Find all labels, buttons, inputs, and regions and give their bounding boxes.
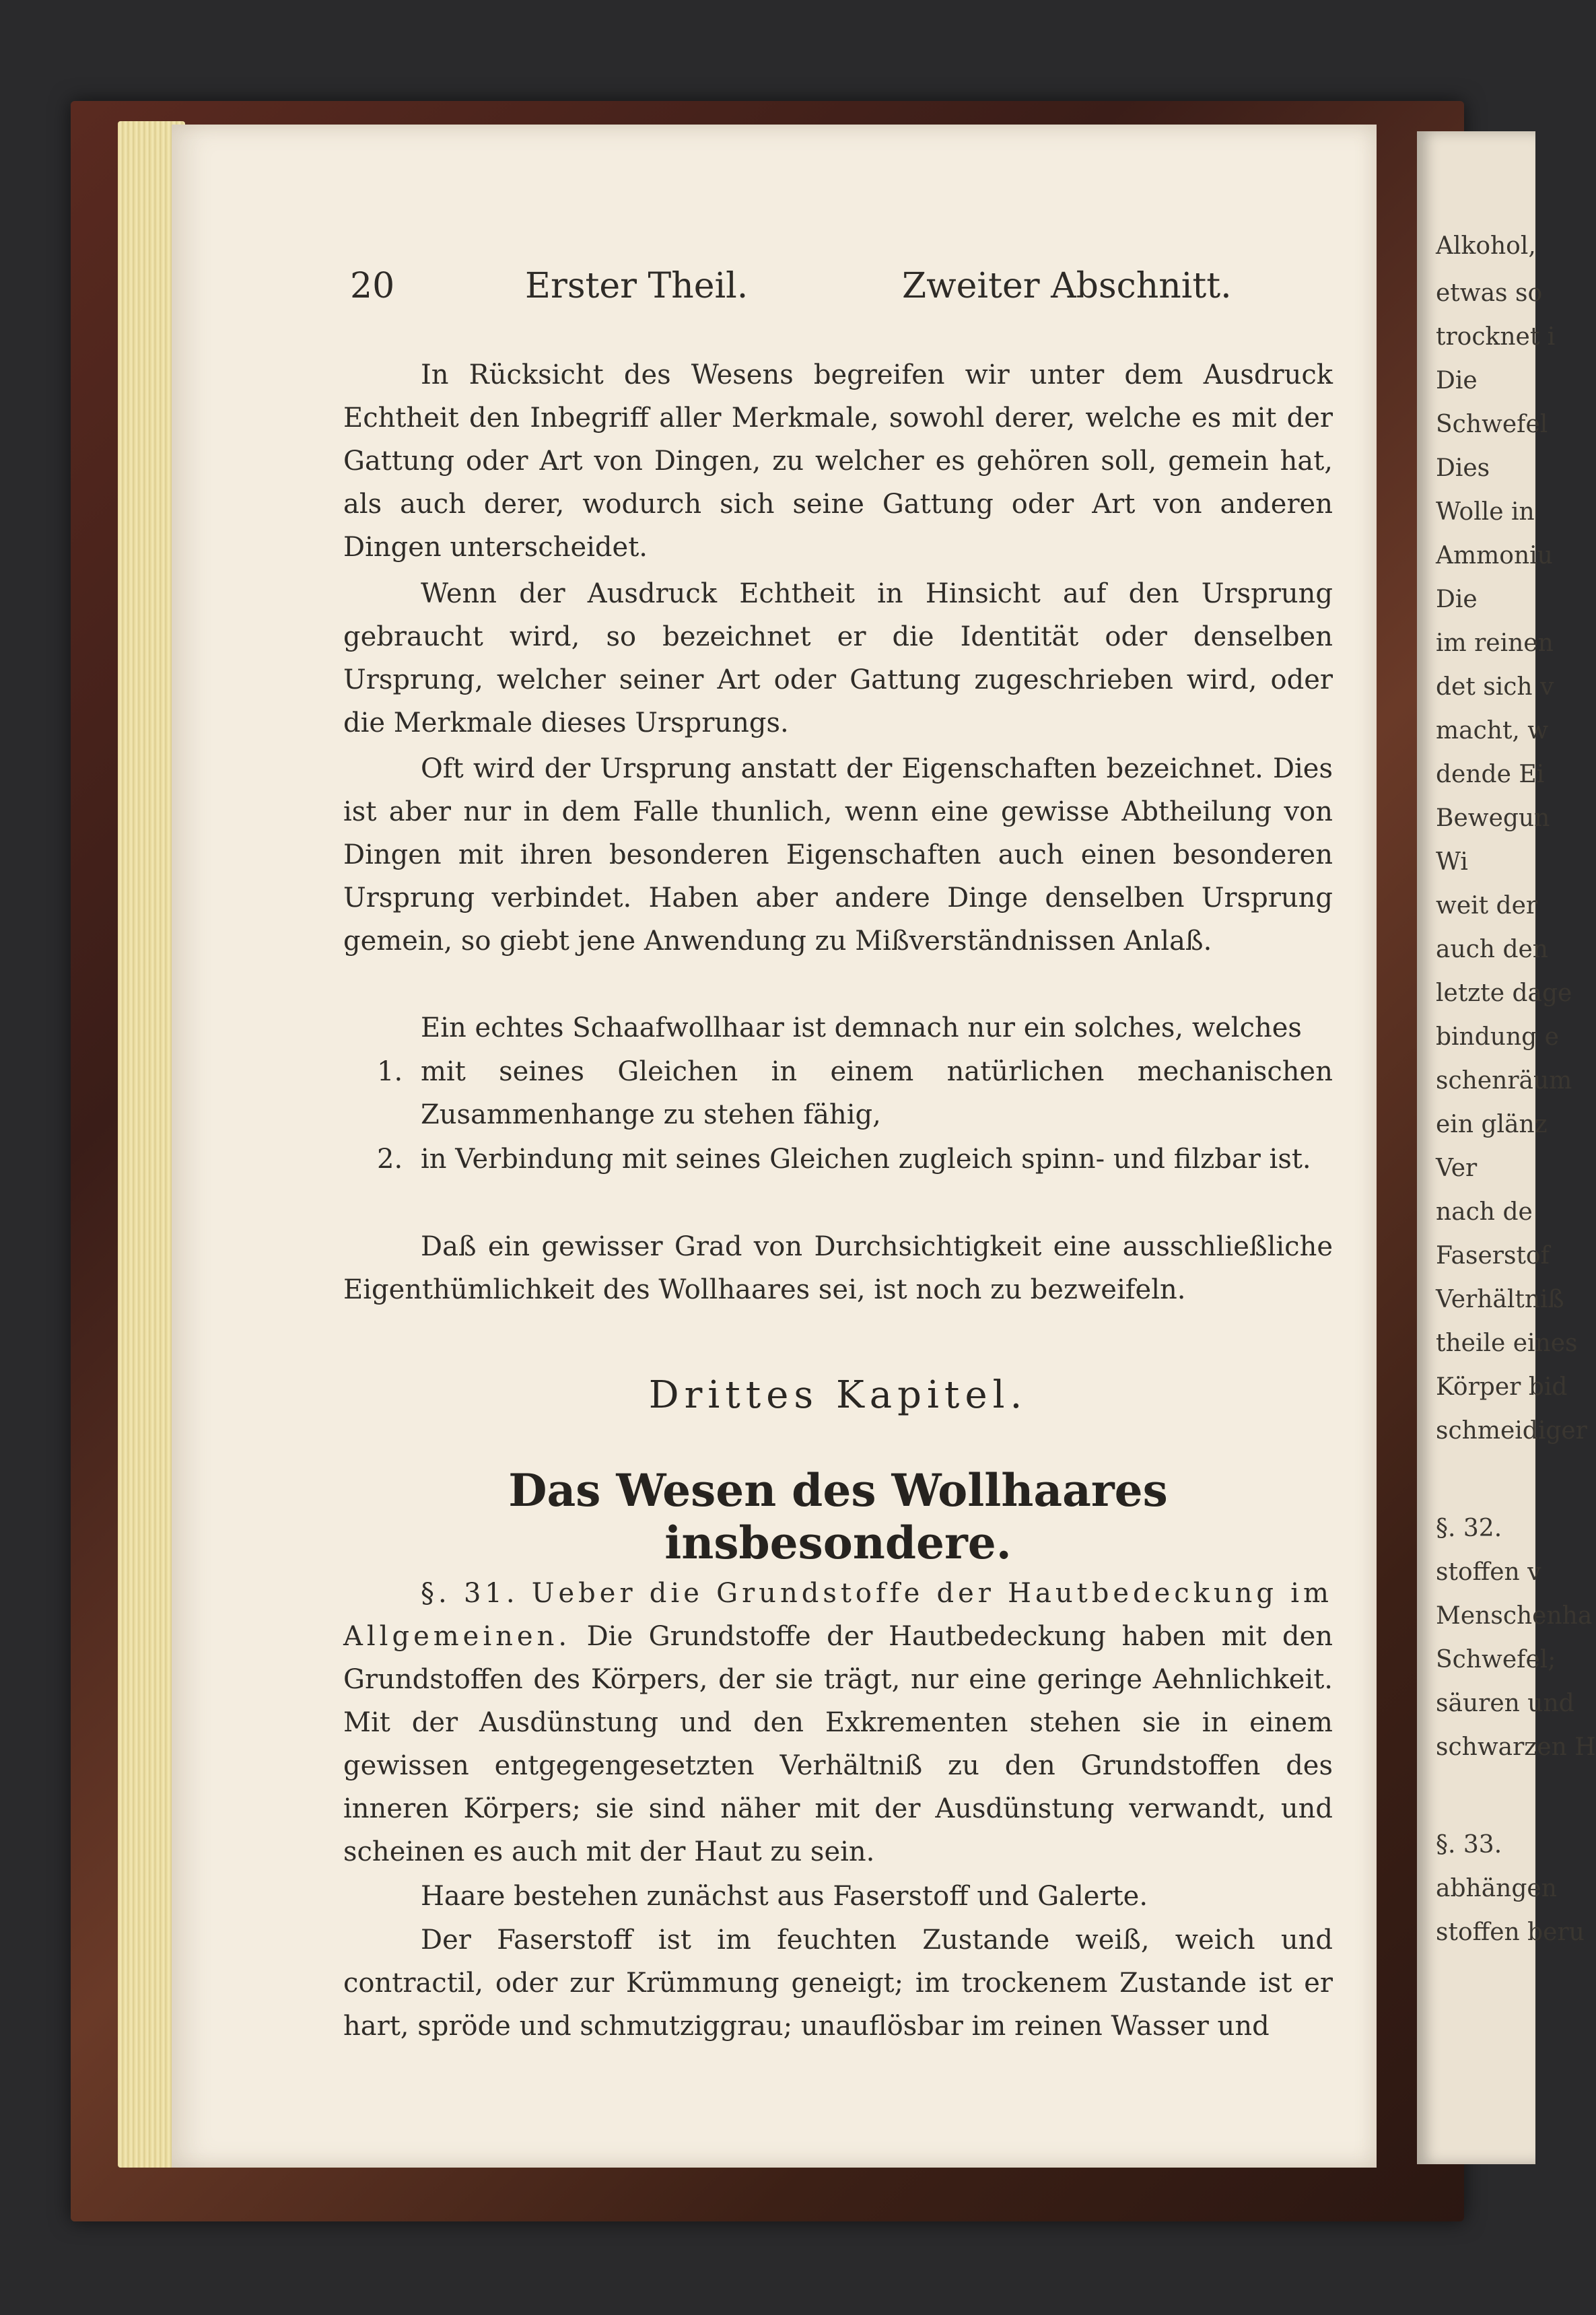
- header-section: Zweiter Abschnitt.: [902, 266, 1232, 306]
- section-text: Die Grundstoffe der Hautbedeckung haben mit den Grundstoffen des Körpers, der sie trägt, nur eine geringe Aehnlichkeit. Mit der Ausdünstung und den Exkrementen stehen sie in einem gewissen entgegengesetzten Verhältniß zu den Grundstoffen des inneren Körpers; sie sind näher mit der Ausdünstung verwandt, und scheinen es auch mit der Haut zu sein.: [343, 1621, 1333, 1867]
- next-page-fragment: säuren und: [1436, 1690, 1574, 1717]
- paragraph-4: Ein echtes Schaafwollhaar ist demnach nur ein solches, welches: [421, 1012, 1302, 1043]
- chapter-label: Drittes Kapitel.: [648, 1373, 1028, 1417]
- next-page-fragment: abhängen: [1436, 1875, 1557, 1902]
- list-text: in Verbindung mit seines Gleichen zugleich spinn- und filzbar ist.: [421, 1144, 1311, 1175]
- next-page-fragment: Faserstof: [1436, 1242, 1550, 1270]
- next-page-fragment: det sich v: [1436, 673, 1554, 701]
- list-number: 1.: [377, 1056, 403, 1087]
- next-page-fragment: bindung e: [1436, 1023, 1559, 1051]
- next-page-fragment: Die: [1436, 586, 1478, 613]
- list-number: 2.: [377, 1144, 403, 1175]
- next-page-fragment: ein glänz: [1436, 1111, 1548, 1138]
- next-page-fragment: schwarzen H: [1436, 1733, 1596, 1761]
- list-text: mit seines Gleichen in einem natürlichen mechanischen Zusammenhange zu stehen fähig,: [421, 1056, 1333, 1130]
- list-item: [377, 1050, 1333, 1136]
- next-page-edge: [1417, 131, 1596, 2164]
- page-number: 20: [350, 266, 395, 306]
- next-page-fragment: Dies: [1436, 454, 1490, 482]
- paragraph-3: Oft wird der Ursprung anstatt der Eigenschaften bezeichnet. Dies ist aber nur in dem Falle thunlich, wenn eine gewisse Abtheilung von Dingen mit ihren besonderen Eigenschaften auch einen besonderen Ursprung verbindet. Haben aber andere Dinge denselben Ursprung gemein, so giebt jene Anwendung zu Mißverständnissen Anlaß.: [343, 753, 1333, 957]
- paragraph-5: Daß ein gewisser Grad von Durchsichtigkeit eine ausschließliche Eigenthümlichkeit des Wollhaares sei, ist noch zu bezweifeln.: [343, 1231, 1333, 1305]
- next-page-fragment: letzte dage: [1436, 979, 1572, 1007]
- next-page-fragment: Verhältniß: [1436, 1286, 1564, 1313]
- running-header: [350, 266, 1346, 313]
- next-page-fragment: macht, w: [1436, 717, 1549, 745]
- next-page-fragment: Schwefel: [1436, 411, 1548, 438]
- chapter-title: Das Wesen des Wollhaares insbesondere.: [508, 1464, 1168, 1569]
- next-page-fragment: stoffen beru: [1436, 1919, 1585, 1946]
- next-page-fragment: auch den: [1436, 936, 1548, 963]
- next-page-fragment: schenräum: [1436, 1067, 1572, 1095]
- next-page-fragment: im reinen: [1436, 629, 1554, 657]
- next-page-fragment: Alkohol,: [1436, 232, 1536, 260]
- next-page-fragment: Ver: [1436, 1154, 1478, 1182]
- list-item: [377, 1138, 1333, 1181]
- next-page-fragment: nach de: [1436, 1198, 1533, 1226]
- next-page-fragment: stoffen v: [1436, 1558, 1541, 1586]
- section-heading: §. 31. Ueber die Grundstoffe der Hautbedeckung im Allgemeinen.: [343, 1578, 1333, 1652]
- next-page-fragment: trocknet i: [1436, 323, 1556, 351]
- paragraph-1: In Rücksicht des Wesens begreifen wir unter dem Ausdruck Echtheit den Inbegriff aller Merkmale, sowohl derer, welche es mit der Gattung oder Art von Dingen, zu welcher es gehören soll, gemein hat, als auch derer, wodurch sich seine Gattung oder Art von anderen Dingen unterscheidet.: [343, 359, 1333, 563]
- next-page-fragment: Schwefel;: [1436, 1646, 1556, 1673]
- paragraph-6: [343, 1572, 1333, 1873]
- next-page-fragment: Wolle in: [1436, 498, 1535, 526]
- header-part: Erster Theil.: [525, 266, 749, 306]
- next-page-fragment: etwas so: [1436, 279, 1543, 307]
- paragraph-7: Haare bestehen zunächst aus Faserstoff und Galerte.: [421, 1881, 1148, 1912]
- next-page-fragment: weit der: [1436, 892, 1538, 920]
- next-page-fragment: Ammoniu: [1436, 542, 1553, 569]
- next-page-fragment: schmeidiger: [1436, 1417, 1587, 1445]
- next-page-fragment: theile eines: [1436, 1329, 1578, 1357]
- next-page-fragment: Die: [1436, 367, 1478, 394]
- paragraph-2: Wenn der Ausdruck Echtheit in Hinsicht auf den Ursprung gebraucht wird, so bezeichnet er die Identität oder denselben Ursprung, welcher seiner Art oder Gattung zugeschrieben wird, oder die Merkmale dieses Ursprungs.: [343, 578, 1333, 738]
- paragraph-8: Der Faserstoff ist im feuchten Zustande weiß, weich und contractil, oder zur Krümmung geneigt; im trockenem Zustande ist er hart, spröde und schmutziggrau; unauflösbar im reinen Wasser und: [343, 1925, 1333, 2042]
- next-page-fragment: §. 33.: [1436, 1831, 1502, 1859]
- next-page-fragment: Körper bid: [1436, 1373, 1568, 1401]
- next-page-fragment: Menschenha: [1436, 1602, 1593, 1630]
- next-page-fragment: Bewegun: [1436, 804, 1550, 832]
- next-page-fragment: §. 32.: [1436, 1515, 1502, 1542]
- next-page-fragment: dende Ei: [1436, 761, 1545, 788]
- next-page-fragment: Wi: [1436, 848, 1468, 876]
